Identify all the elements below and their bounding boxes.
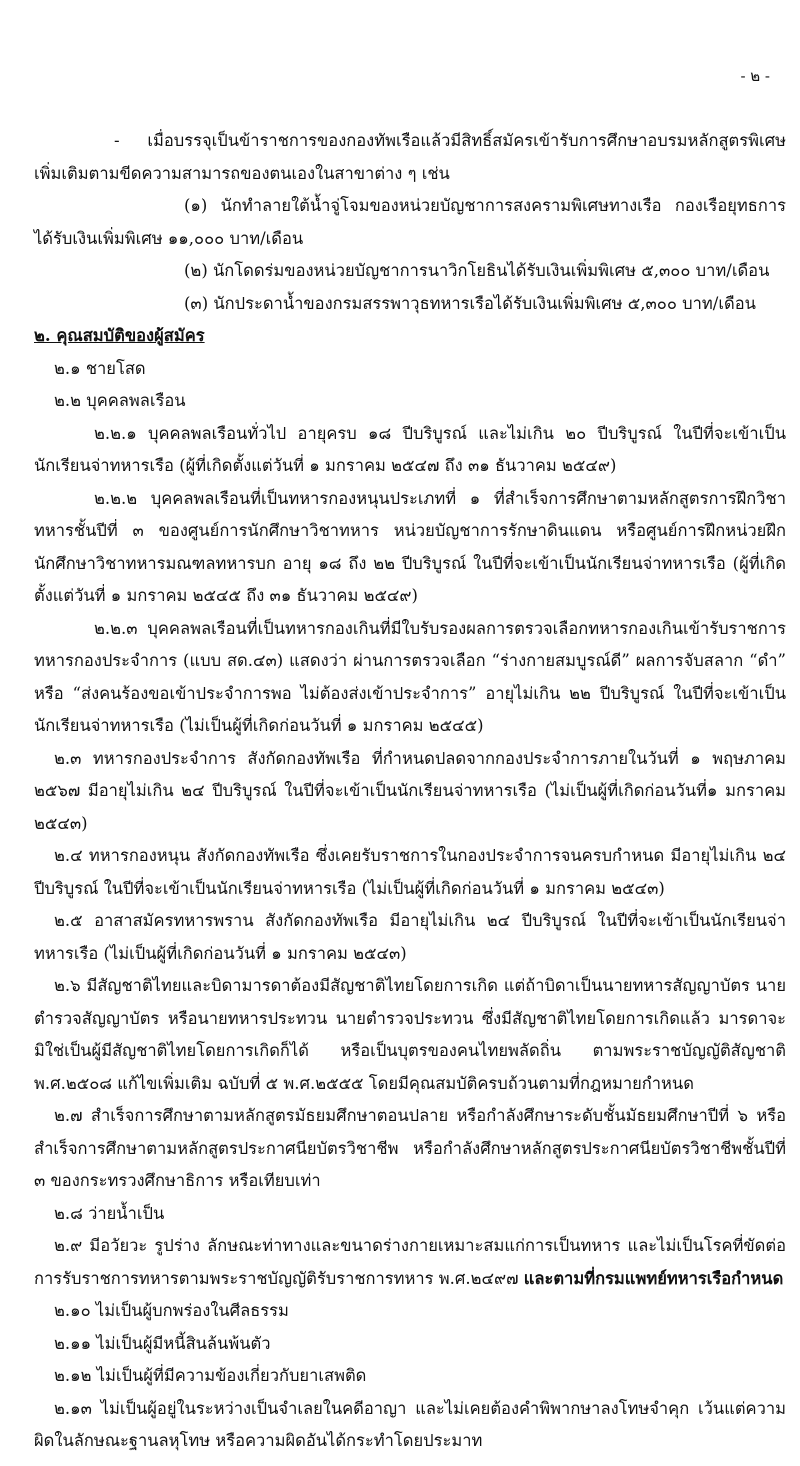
clause-2-8: ๒.๘ ว่ายน้ำเป็น [54, 1203, 165, 1223]
clause-2-11: ๒.๑๑ ไม่เป็นผู้มีหนี้สินล้นพ้นตัว [54, 1333, 271, 1353]
item-underwater-demolition: (๑) นักทำลายใต้น้ำจู่โจมของหน่วยบัญชาการสงครามพิเศษทางเรือ กองเรือยุทธการได้รับเงินเพิ่มพิเศษ ๑๑,๐๐๐ บาท/เดือน [34, 196, 786, 248]
clause-2-9-text: ๒.๙ มีอวัยวะ รูปร่าง ลักษณะท่าทางและขนาดร่างกายเหมาะสมแก่การเป็นทหาร และไม่เป็นโรคที่ขัดต่อการรับราชการทหารตามพระราชบัญญัติรับราชการทหาร พ.ศ.๒๔๙๗ [34, 1236, 786, 1288]
clause-2-12: ๒.๑๒ ไม่เป็นผู้ที่มีความข้องเกี่ยวกับยาเสพติด [54, 1366, 367, 1385]
section-heading [34, 320, 786, 353]
document-body [34, 125, 786, 1458]
item-diver: (๓) นักประดาน้ำของกรมสรรพาวุธทหารเรือได้รับเงินเพิ่มพิเศษ ๕,๓๐๐ บาท/เดือน [184, 293, 756, 313]
clause-2-5: ๒.๕ อาสาสมัครทหารพราน สังกัดกองทัพเรือ มีอายุไม่เกิน ๒๔ ปีบริบูรณ์ ในปีที่จะเข้าเป็นนักเรียนจ่าทหารเรือ (ไม่เป็นผู้ที่เกิดก่อนวันที่ ๑ มกราคม ๒๕๔๓) [34, 911, 786, 963]
clause-2-9-bold-text: และตามที่กรมแพทย์ทหารเรือกำหนด [523, 1268, 784, 1288]
clause-2-2-2: ๒.๒.๒ บุคคลพลเรือนที่เป็นทหารกองหนุนประเภทที่ ๑ ที่สำเร็จการศึกษาตามหลักสูตรการฝึกวิชาทหารชั้นปีที่ ๓ ของศูนย์การนักศึกษาวิชาทหาร หน่วยบัญชาการรักษาดินแดน หรือศูนย์การฝึกหน่วยฝึกนักศึกษาวิชาทหารมณฑลทหารบก อายุ ๑๘ ถึง ๒๒ ปีบริบูรณ์ ในปีที่จะเข้าเป็นนักเรียนจ่าทหารเรือ (ผู้ที่เกิดตั้งแต่วันที่ ๑ มกราคม ๒๕๔๕ ถึง ๓๑ ธันวาคม ๒๕๔๙) [34, 488, 786, 605]
clause-2-6: ๒.๖ มีสัญชาติไทยและบิดามารดาต้องมีสัญชาติไทยโดยการเกิด แต่ถ้าบิดาเป็นนายทหารสัญญาบัตร นายตำรวจสัญญาบัตร หรือนายทหารประทวน นายตำรวจประทวน ซึ่งมีสัญชาติไทยโดยการเกิดแล้ว มารดาจะมิใช่เป็นผู้มีสัญชาติไทยโดยการเกิดก็ได้ หรือเป็นบุตรของคนไทยพลัดถิ่น ตามพระราชบัญญัติสัญชาติ พ.ศ.๒๕๐๘ แก้ไขเพิ่มเติม ฉบับที่ ๕ พ.ศ.๒๕๕๕ โดยมีคุณสมบัติครบถ้วนตามที่กฎหมายกำหนด [34, 976, 786, 1093]
clause-2-2-1: ๒.๒.๑ บุคคลพลเรือนทั่วไป อายุครบ ๑๘ ปีบริบูรณ์ และไม่เกิน ๒๐ ปีบริบูรณ์ ในปีที่จะเข้าเป็นนักเรียนจ่าทหารเรือ (ผู้ที่เกิดตั้งแต่วันที่ ๑ มกราคม ๒๕๔๗ ถึง ๓๑ ธันวาคม ๒๕๔๙) [34, 423, 786, 475]
clause-2-10: ๒.๑๐ ไม่เป็นผู้บกพร่องในศีลธรรม [54, 1301, 289, 1320]
paragraph-special-training: - เมื่อบรรจุเป็นข้าราชการของกองทัพเรือแล้วมีสิทธิ์สมัครเข้ารับการศึกษาอบรมหลักสูตรพิเศษเพิ่มเติมตามขีดความสามารถของตนเองในสาขาต่าง ๆ เช่น [34, 131, 786, 183]
clause-2-1: ๒.๑ ชายโสด [54, 358, 146, 378]
item-paratrooper: (๒) นักโดดร่มของหน่วยบัญชาการนาวิกโยธินได้รับเงินเพิ่มพิเศษ ๕,๓๐๐ บาท/เดือน [184, 261, 770, 280]
page-number: - ๒ - [740, 67, 770, 85]
clause-2-13: ๒.๑๓ ไม่เป็นผู้อยู่ในระหว่างเป็นจำเลยในคดีอาญา และไม่เคยต้องคำพิพากษาลงโทษจำคุก เว้นแต่ความผิดในลักษณะฐานลหุโทษ หรือความผิดอันได้กระทำโดยประมาท [34, 1398, 786, 1450]
clause-2-7: ๒.๗ สำเร็จการศึกษาตามหลักสูตรมัธยมศึกษาตอนปลาย หรือกำลังศึกษาระดับชั้นมัธยมศึกษาปีที่ ๖ หรือสำเร็จการศึกษาตามหลักสูตรประกาศนียบัตรวิชาชีพ หรือกำลังศึกษาหลักสูตรประกาศนียบัตรวิชาชีพชั้นปีที่ ๓ ของกระทรวงศึกษาธิการ หรือเทียบเท่า [34, 1106, 786, 1190]
clause-2-2: ๒.๒ บุคคลพลเรือน [54, 391, 186, 410]
clause-2-2-3: ๒.๒.๓ บุคคลพลเรือนที่เป็นทหารกองเกินที่มีใบรับรองผลการตรวจเลือกทหารกองเกินเข้ารับราชการทหารกองประจำการ (แบบ สด.๔๓) แสดงว่า ผ่านการตรวจเลือก “ร่างกายสมบูรณ์ดี” ผลการจับสลาก “ดำ” หรือ “ส่งคนร้องขอเข้าประจำการพอ ไม่ต้องส่งเข้าประจำการ” อายุไม่เกิน ๒๒ ปีบริบูรณ์ ในปีที่จะเข้าเป็นนักเรียนจ่าทหารเรือ (ไม่เป็นผู้ที่เกิดก่อนวันที่ ๑ มกราคม ๒๕๔๕) [34, 618, 786, 735]
clause-2-3: ๒.๓ ทหารกองประจำการ สังกัดกองทัพเรือ ที่กำหนดปลดจากกองประจำการภายในวันที่ ๑ พฤษภาคม ๒๕๖๗ มีอายุไม่เกิน ๒๔ ปีบริบูรณ์ ในปีที่จะเข้าเป็นนักเรียนจ่าทหารเรือ (ไม่เป็นผู้ที่เกิดก่อนวันที่๑ มกราคม ๒๕๔๓) [34, 748, 786, 833]
clause-2-9 [34, 1230, 786, 1295]
clause-2-4: ๒.๔ ทหารกองหนุน สังกัดกองทัพเรือ ซึ่งเคยรับราชการในกองประจำการจนครบกำหนด มีอายุไม่เกิน ๒๔ ปีบริบูรณ์ ในปีที่จะเข้าเป็นนักเรียนจ่าทหารเรือ (ไม่เป็นผู้ที่เกิดก่อนวันที่ ๑ มกราคม ๒๕๔๓) [34, 846, 786, 898]
section-heading-text: ๒. คุณสมบัติของผู้สมัคร [34, 326, 205, 345]
